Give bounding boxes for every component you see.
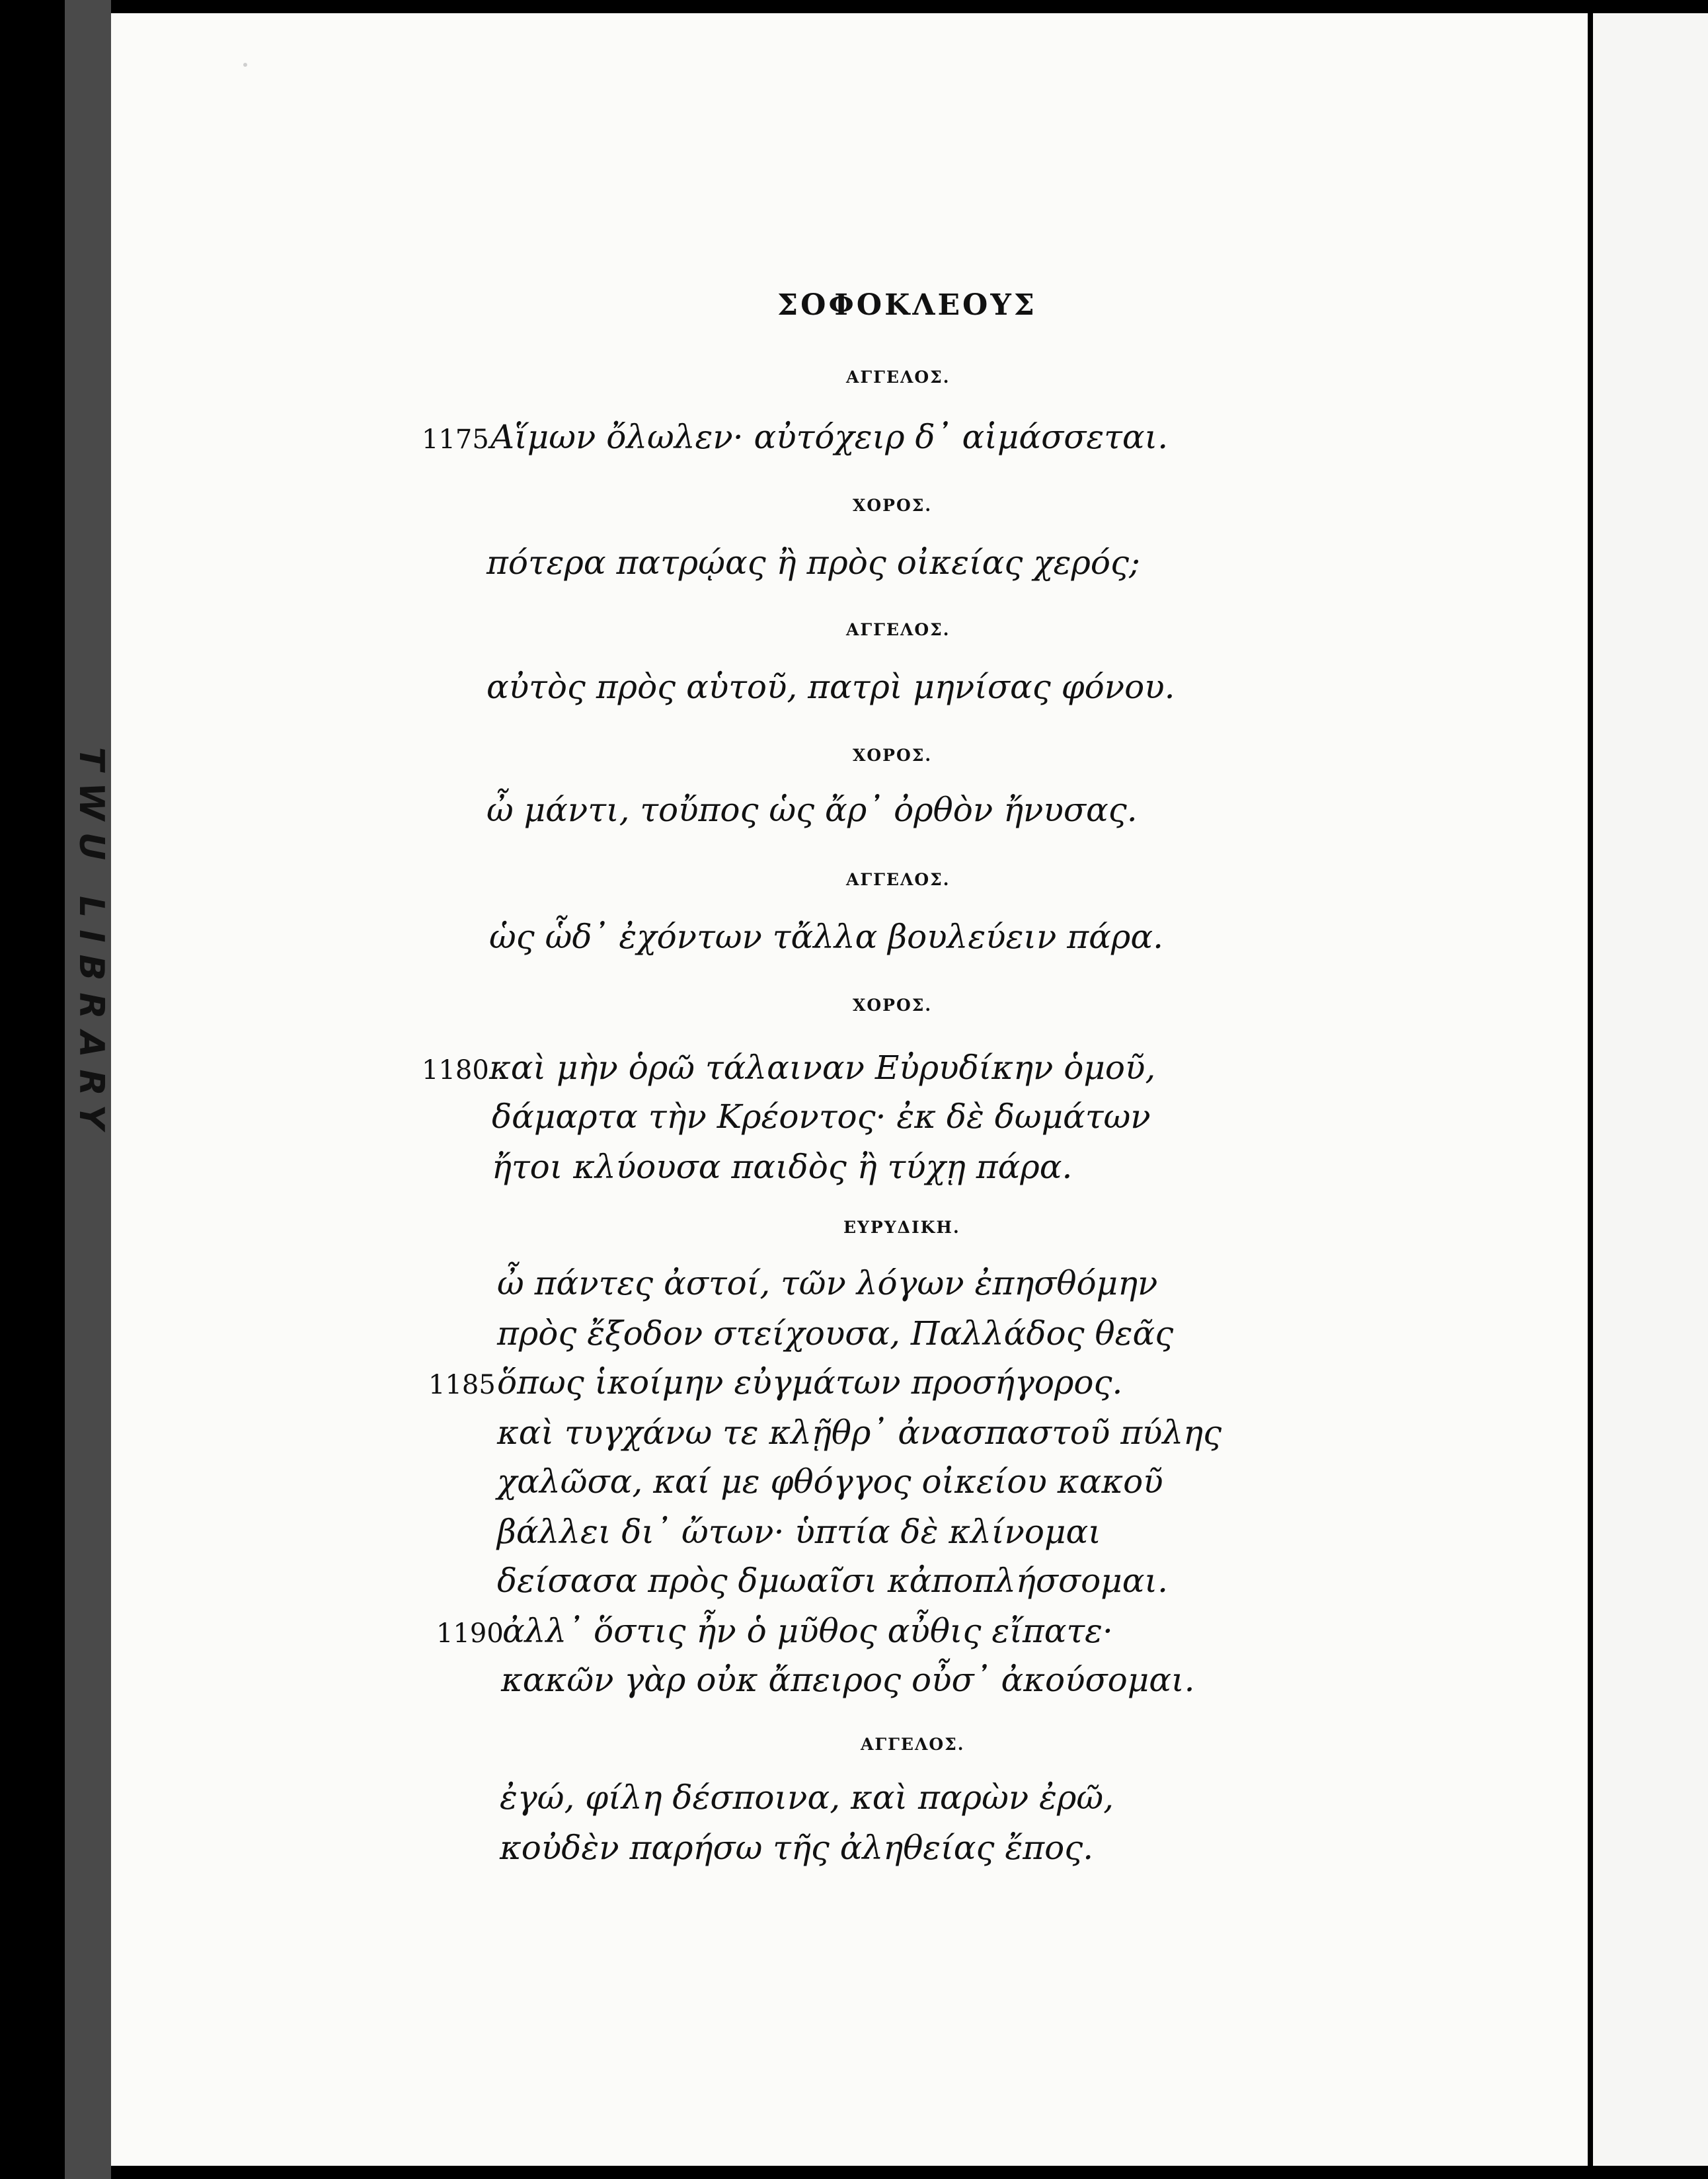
line-number: 1175 — [422, 424, 489, 455]
speaker-label: ΧΟΡΟΣ. — [853, 496, 933, 515]
verse-line: κακῶν γὰρ οὐκ ἄπειρος οὖσ᾽ ἀκούσομαι. — [501, 1661, 1195, 1699]
facing-page-edge — [1593, 13, 1708, 2166]
line-number: 1180 — [422, 1055, 489, 1086]
verse-line: δάμαρτα τὴν Κρέοντος· ἐκ δὲ δωμάτων — [492, 1097, 1151, 1136]
verse-line: πότερα πατρῴας ἢ πρὸς οἰκείας χερός; — [486, 543, 1140, 582]
verse-line: ὦ μάντι, τοὔπος ὡς ἄρ᾽ ὀρθὸν ἤνυσας. — [486, 791, 1138, 829]
running-header: ΣΟΦΟΚΛΕΟΥΣ — [777, 288, 1037, 322]
verse-line: ὦ πάντες ἀστοί, τῶν λόγων ἐπησθόμην — [497, 1264, 1158, 1302]
verse-line: δείσασα πρὸς δμωαῖσι κἀποπλήσσομαι. — [497, 1562, 1168, 1600]
speaker-label: ΑΓΓΕΛΟΣ. — [861, 1735, 965, 1754]
verse-line: χαλῶσα, καί με φθόγγος οἰκείου κακοῦ — [497, 1462, 1163, 1501]
line-number: 1190 — [436, 1618, 504, 1649]
verse-line: ὅπως ἱκοίμην εὐγμάτων προσήγορος. — [497, 1363, 1123, 1402]
verse-line: ἐγώ, φίλη δέσποινα, καὶ παρὼν ἐρῶ, — [500, 1778, 1114, 1817]
verse-line: ἀλλ᾽ ὅστις ἦν ὁ μῦθος αὖθις εἴπατε· — [502, 1612, 1113, 1650]
verse-line: πρὸς ἔξοδον στείχουσα, Παλλάδος θεᾶς — [497, 1314, 1174, 1353]
speaker-label: ΑΓΓΕΛΟΣ. — [846, 620, 951, 639]
scan-speck — [243, 63, 247, 67]
verse-line: βάλλει δι᾽ ὤτων· ὑπτία δὲ κλίνομαι — [497, 1513, 1101, 1551]
verse-line: κοὐδὲν παρήσω τῆς ἀληθείας ἔπος. — [500, 1829, 1094, 1867]
library-stamp: TWU LIBRARY — [71, 747, 111, 1142]
line-number: 1185 — [428, 1370, 496, 1400]
speaker-label: ΑΓΓΕΛΟΣ. — [846, 368, 951, 387]
verse-line: ὡς ὧδ᾽ ἐχόντων τἄλλα βουλεύειν πάρα. — [489, 918, 1163, 956]
speaker-label: ΧΟΡΟΣ. — [853, 996, 933, 1015]
verse-line: Αἵμων ὄλωλεν· αὐτόχειρ δ᾽ αἱμάσσεται. — [490, 418, 1169, 456]
speaker-label: ΑΓΓΕΛΟΣ. — [846, 870, 951, 889]
verse-line: καὶ τυγχάνω τε κλῇθρ᾽ ἀνασπαστοῦ πύλης — [497, 1413, 1222, 1452]
speaker-label: ΧΟΡΟΣ. — [853, 746, 933, 765]
verse-line: αὐτὸς πρὸς αὑτοῦ, πατρὶ μηνίσας φόνου. — [486, 668, 1175, 706]
verse-line: καὶ μὴν ὁρῶ τάλαιναν Εὐρυδίκην ὁμοῦ, — [489, 1049, 1156, 1087]
speaker-label: ΕΥΡΥΔΙΚΗ. — [843, 1218, 960, 1237]
verse-line: ἤτοι κλύουσα παιδὸς ἢ τύχῃ πάρα. — [492, 1148, 1073, 1186]
